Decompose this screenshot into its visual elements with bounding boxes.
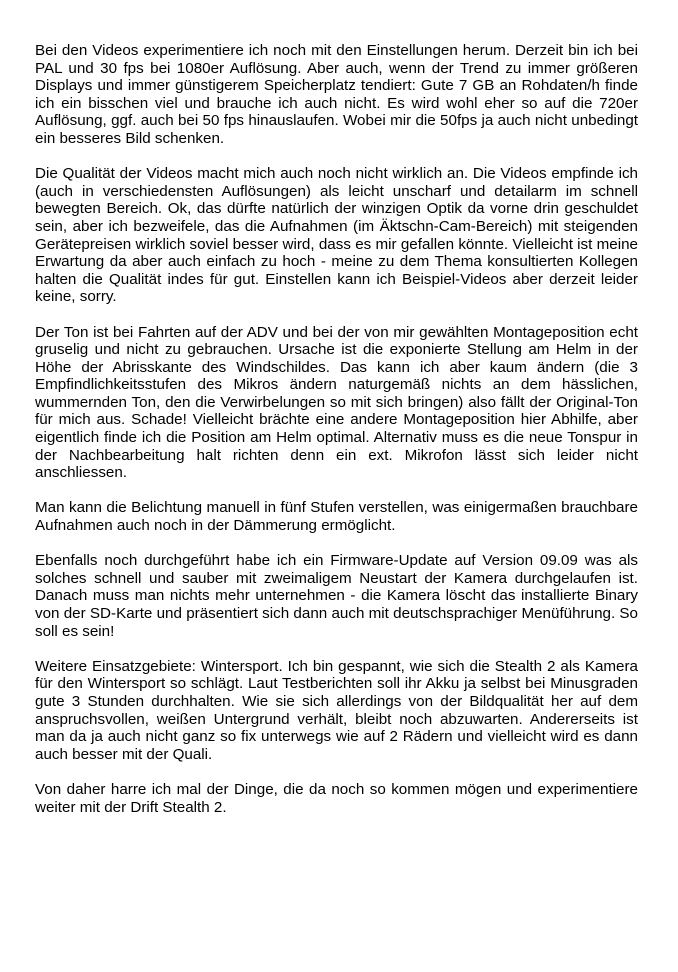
document-page xyxy=(35,42,638,816)
paragraph-audio: Der Ton ist bei Fahrten auf der ADV und bei der von mir gewählten Montageposition echt gruselig und nicht zu gebrauchen. Ursache ist die exponierte Stellung am Helm in der Höhe der Abrisskante des Windschildes. Das kann ich aber kaum ändern (die 3 Empfindlichkeitsstufen des Mikros ändern naturgemäß nichts an dem hässlichen, wummernden Ton, den die Verwirbelungen so mit sich bringen) also fällt der Original-Ton für mich aus. Schade! Vielleicht brächte eine andere Montageposition hier Abhilfe, aber eigentlich finde ich die Position am Helm optimal. Alternativ muss es die neue Tonspur in der Nachbearbeitung halt richten denn ein ext. Mikrofon lässt sich leider nicht anschliessen. xyxy=(35,323,638,482)
paragraph-video-quality: Die Qualität der Videos macht mich auch noch nicht wirklich an. Die Videos empfinde ich (auch in verschiedensten Auflösungen) als leicht unscharf und detailarm im schnell bewegten Bereich. Ok, das dürfte natürlich der winzigen Optik da vorne drin geschuldet sein, aber ich bezweifele, das die Aufnahmen (im Äktschn-Cam-Bereich) mit steigenden Gerätepreisen wirklich soviel besser wird, dass es mir gefallen könnte. Vielleicht ist meine Erwartung da aber auch einfach zu hoch - meine zu dem Thema konsultierten Kollegen halten die Qualität indes für gut. Einstellen kann ich Beispiel-Videos aber derzeit leider keine, sorry. xyxy=(35,165,638,306)
paragraph-firmware-update: Ebenfalls noch durchgeführt habe ich ein Firmware-Update auf Version 09.09 was als solches schnell und sauber mit zweimaligem Neustart der Kamera durchgelaufen ist. Danach muss man nichts mehr unternehmen - die Kamera löscht das installierte Binary von der SD-Karte und präsentiert sich dann auch mit deutschsprachiger Menüführung. So soll es sein! xyxy=(35,552,638,640)
paragraph-conclusion: Von daher harre ich mal der Dinge, die da noch so kommen mögen und experimentiere weiter mit der Drift Stealth 2. xyxy=(35,780,638,816)
paragraph-exposure: Man kann die Belichtung manuell in fünf Stufen verstellen, was einigermaßen brauchbare Aufnahmen auch noch in der Dämmerung ermöglicht. xyxy=(35,499,638,535)
paragraph-winter-sport: Weitere Einsatzgebiete: Wintersport. Ich bin gespannt, wie sich die Stealth 2 als Kamera für den Wintersport so schlägt. Laut Testberichten soll ihr Akku ja selbst bei Minusgraden gute 3 Stunden durchhalten. Wie sie sich allerdings von der Bildqualität her auf dem anspruchsvollen, weißen Untergrund verhält, bleibt noch abzuwarten. Andererseits ist man da ja auch nicht ganz so fix unterwegs wie auf 2 Rädern und vielleicht wird es dann auch besser mit der Quali. xyxy=(35,657,638,763)
paragraph-video-settings: Bei den Videos experimentiere ich noch mit den Einstellungen herum. Derzeit bin ich bei PAL und 30 fps bei 1080er Auflösung. Aber auch, wenn der Trend zu immer größeren Displays und immer günstigerem Speicherplatz tendiert: Gute 7 GB an Rohdaten/h finde ich ein bisschen viel und brauche ich auch nicht. Es wird wohl eher so auf die 720er Auflösung, ggf. auch bei 50 fps hinauslaufen. Wobei mir die 50fps ja auch nicht unbedingt ein besseres Bild schenken. xyxy=(35,42,638,147)
